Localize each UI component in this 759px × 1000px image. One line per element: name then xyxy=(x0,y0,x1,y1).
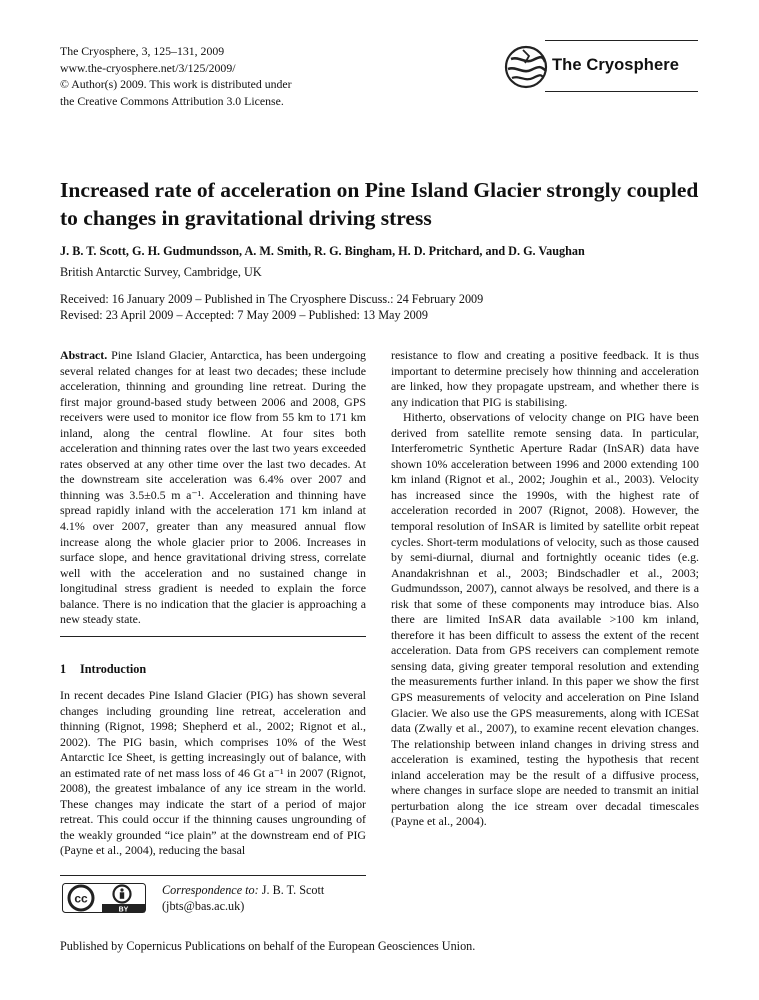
dates-revised: Revised: 23 April 2009 – Accepted: 7 May 2009 – Published: 13 May 2009 xyxy=(60,308,428,322)
affiliation: British Antarctic Survey, Cambridge, UK xyxy=(60,265,262,279)
svg-text:cc: cc xyxy=(74,891,88,906)
section-number: 1 xyxy=(60,662,67,676)
journal-logo xyxy=(503,40,698,96)
abstract xyxy=(60,348,366,628)
logo-name: The Cryosphere xyxy=(552,56,680,74)
right-column xyxy=(391,348,699,830)
logo-rule-top xyxy=(545,40,698,41)
license: the Creative Commons Attribution 3.0 License. xyxy=(60,93,284,108)
correspondence xyxy=(162,882,324,914)
creative-commons-icon xyxy=(62,883,146,913)
footnote-divider xyxy=(60,875,366,876)
intro-text-right-cont: resistance to flow and creating a positive feedback. It is thus important to determine precisely how thinning and acceleration are linked, how they propagate upstream, and whether there is any indication that PIG is stabilising. xyxy=(391,348,699,409)
logo-rule-bottom xyxy=(545,91,698,92)
journal-header xyxy=(60,43,380,109)
intro-text-left: In recent decades Pine Island Glacier (PIG) has shown several changes including grounding line retreat, acceleration and thinning (Rignot, 1998; Shepherd et al., 2002; Rignot et al., 2002). The PIG basin, which comprises 10% of the West Antarctic Ice Sheet, is getting increasingly out of balance, with an estimated rate of net mass loss of 46 Gt a⁻¹ in 2007 (Rignot, 2008), the greatest imbalance of any ice stream in the world. These changes may indicate the start of a period of major retreat. This could occur if the thinning causes ungrounding of the weakly grounded “ice plain” at the downstream end of PIG (Payne et al., 2004), reducing the basal xyxy=(60,688,366,858)
cryosphere-logo-icon xyxy=(503,44,549,90)
section-title: Introduction xyxy=(80,662,147,676)
correspondence-name: J. B. T. Scott xyxy=(261,883,325,897)
intro-paragraph-1 xyxy=(60,688,366,859)
copyright: © Author(s) 2009. This work is distributed under xyxy=(60,77,292,91)
paper-title: Increased rate of acceleration on Pine Island Glacier strongly coupled to changes in gravitational driving stress xyxy=(60,178,699,230)
intro-paragraph-2: Hitherto, observations of velocity change on PIG have been derived from satellite remote sensing data. In particular, Interferometric Synthetic Aperture Radar (InSAR) data have shown 10% acceleration between 1996 and 2000 extending 100 km inland (Rignot et al., 2002; Joughin et al., 2003). Velocity has increased since the 1990s, with the highest rate of acceleration recorded in 2007 (Rignot, 2008). However, the temporal resolution of InSAR is limited by satellite orbit repeat cycles. Short-term modulations of velocity, such as those caused by semi-diurnal, diurnal and fortnightly oceanic tides (e.g. Anandakrishnan et al., 2003; Bindschadler et al., 2003; Gudmundsson, 2007), cannot always be resolved, and there is a risk that some of these components may introduce bias. Also there are limited InSAR data available >100 km inland, therefore it has been difficult to assess the extent of the recent acceleration. Data from GPS receivers can complement remote sensing data, giving greater temporal resolution and extending the measurements further inland. In this paper we show the first GPS measurements of velocity and acceleration on Pine Island Glacier. We also use the GPS measurements, along with ICESat data (Zwally et al., 2007), to examine recent elevation changes. The relationship between inland changes in driving stress and acceleration is examined, testing the hypothesis that recent inland acceleration may be the result of a diffusive process, where changes in surface slope are needed to transmit an initial perturbation along the ice stream over decadal timescales (Payne et al., 2004). xyxy=(391,410,699,829)
abstract-label: Abstract. xyxy=(60,348,108,362)
journal-url[interactable]: www.the-cryosphere.net/3/125/2009/ xyxy=(60,60,236,75)
correspondence-email[interactable]: (jbts@bas.ac.uk) xyxy=(162,899,245,913)
cc-by-label: BY xyxy=(118,906,129,913)
correspondence-label: Correspondence to: xyxy=(162,883,259,897)
section-heading xyxy=(60,662,146,677)
abstract-text: Pine Island Glacier, Antarctica, has been undergoing several related changes for at least two decades; these include acceleration, thinning and grounding line retreat. During the first major ground-based study between 2006 and 2008, GPS receivers were used to monitor ice flow from 55 km to 171 km inland, along the central flowline. At four sites both acceleration and thinning rates over the last two years exceeded rates observed at any other time over the last two decades. At the downstream site acceleration was 6.4% over 2007 and thinning was 3.5±0.5 m a⁻¹. Acceleration and thinning have spread rapidly inland with the acceleration 171 km inland at 4.1% over 2007, greater than any measured annual flow increase along the whole glacier prior to 2006. Increases in surface slope, and hence gravitational driving stress, correlate well with the acceleration and no sustained change in longitudinal stress gradient is needed to explain the force balance. There is no indication that the glacier is approaching a new steady state. xyxy=(60,348,366,627)
authors: J. B. T. Scott, G. H. Gudmundsson, A. M. Smith, R. G. Bingham, H. D. Pritchard, and D. G. Vaughan xyxy=(60,244,585,258)
publisher-note: Published by Copernicus Publications on behalf of the European Geosciences Union. xyxy=(60,939,476,953)
dates-received: Received: 16 January 2009 – Published in The Cryosphere Discuss.: 24 February 2009 xyxy=(60,292,484,306)
citation: The Cryosphere, 3, 125–131, 2009 xyxy=(60,44,225,58)
publication-dates xyxy=(60,291,483,323)
abstract-divider xyxy=(60,636,366,637)
